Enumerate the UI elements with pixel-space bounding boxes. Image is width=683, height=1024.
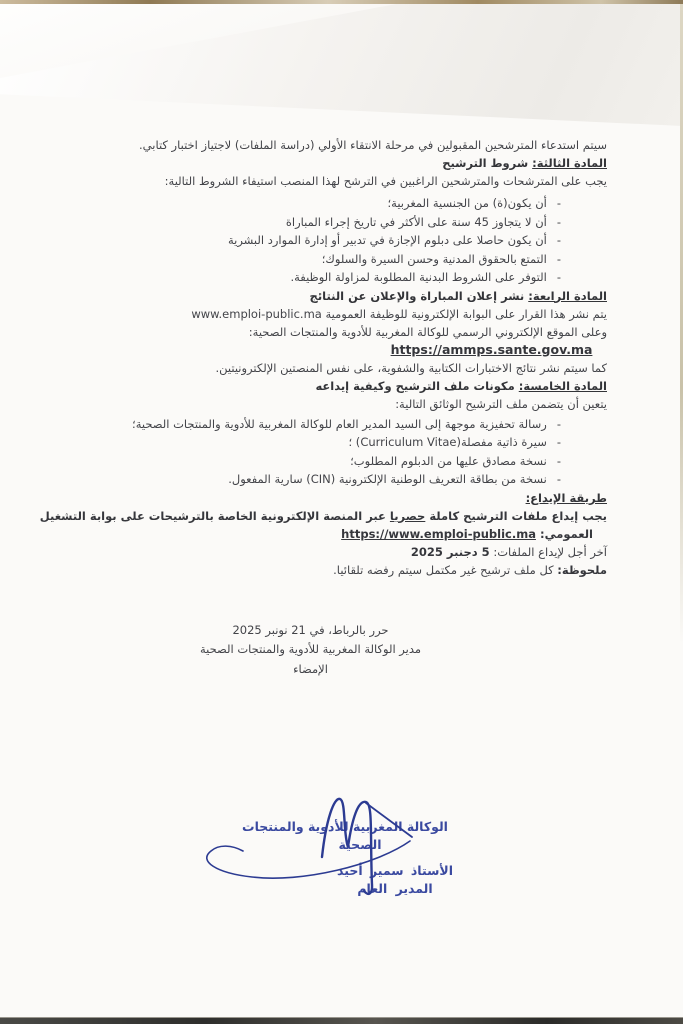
article-4-title: نشر إعلان المباراة والإعلان عن النتائج <box>309 288 529 303</box>
closing-signatory-title: مدير الوكالة المغربية للأدوية والمنتجات الصحية <box>199 642 422 656</box>
list-item: - أن يكون حاصلا على دبلوم الإجازة في تدبير أو إدارة الموارد البشرية <box>76 231 607 250</box>
article-4-line-3: كما سيتم نشر نتائج الاختبارات الكتابية والشفوية، على نفس المنصتين الإلكترونيتين. <box>215 360 607 375</box>
list-item: - أن لا يتجاوز 45 سنة على الأكثر في تاريخ إجراء المباراة <box>76 213 607 232</box>
bullet-dash: - <box>556 233 561 247</box>
article-4-line-1: يتم نشر هذا القرار على البوابة الإلكترونية للوظيفة العمومية www.emploi-public.ma <box>191 306 607 321</box>
closing-signature-label: الإمضاء <box>293 661 328 676</box>
deposit-line-2: العمومي: https://www.emploi-public.ma <box>341 526 593 541</box>
bullet-dash: - <box>556 251 561 266</box>
article-3-lead: يجب على المترشحات والمترشحين الراغبين في الترشح لهذا المنصب استيفاء الشروط التالية: <box>164 174 607 188</box>
article-3-label: المادة الثالثة: <box>532 156 607 170</box>
article-5-title: مكونات ملف الترشيح وكيفية إيداعه <box>315 378 519 393</box>
ammps-portal-url[interactable]: https://ammps.sante.gov.ma <box>390 341 593 357</box>
bullet-dash: - <box>556 416 561 431</box>
article-4-label: المادة الرابعة: <box>528 288 607 303</box>
emploi-public-portal-url[interactable]: https://www.emploi-public.ma <box>341 526 536 541</box>
closing-place-date: حرر بالرباط، في 21 نونبر 2025 <box>232 622 389 637</box>
list-item: - أن يكون(ة) من الجنسية المغربية؛ <box>76 194 607 213</box>
document-body <box>39 136 607 679</box>
note-line: ملحوظة: كل ملف ترشيح غير مكتمل سيتم رفضه تلقائيا. <box>333 562 607 577</box>
article-5-documents-list <box>76 415 607 489</box>
list-item: - سيرة ذاتية مفصلة(Curriculum Vitae) ؛ <box>76 433 607 452</box>
article-3-heading <box>76 154 607 172</box>
article-5-label: المادة الخامسة: <box>518 378 607 393</box>
article-5-lead: يتعين أن يتضمن ملف الترشيح الوثائق التالية: <box>395 396 607 411</box>
deadline-line: آخر أجل لإيداع الملفات: 5 دجنبر 2025 <box>410 544 607 559</box>
handwritten-signature <box>180 785 440 910</box>
bullet-dash: - <box>556 435 561 449</box>
bullet-dash: - <box>556 453 561 468</box>
list-item: - نسخة من بطاقة التعريف الوطنية الإلكترونية (CIN) سارية المفعول. <box>76 470 607 489</box>
stamp-director-name: الأستاذ سمير أحيد <box>337 863 453 878</box>
note-label: ملحوظة: <box>557 562 607 577</box>
bullet-dash: - <box>556 196 561 210</box>
scan-edge-bottom <box>0 1017 683 1024</box>
article-3-conditions-list <box>76 194 607 287</box>
list-item: - التوفر على الشروط البدنية المطلوبة لمزاولة الوظيفة. <box>76 268 607 287</box>
bullet-dash: - <box>556 214 561 229</box>
stamp-agency-line-2: الصحية <box>338 837 382 852</box>
article-4-heading <box>76 287 607 305</box>
stamp-agency-line-1: الوكالة المغربية للأدوية والمنتجات <box>242 819 448 834</box>
exclusively-emphasis: حصريا <box>389 508 426 523</box>
closing-block <box>45 621 576 680</box>
bullet-dash: - <box>556 472 561 486</box>
deposit-line-1: يجب إيداع ملفات الترشيح كاملة حصريا عبر المنصة الإلكترونية الخاصة بالترشيحات على بوابة التشغيل <box>39 508 607 523</box>
list-item: - رسالة تحفيزية موجهة إلى السيد المدير العام للوكالة المغربية للأدوية والمنتجات الصحية؛ <box>76 415 607 434</box>
list-item: - التمتع بالحقوق المدنية وحسن السيرة والسلوك؛ <box>76 250 607 269</box>
intro-paragraph: سيتم استدعاء المترشحين المقبولين في مرحلة الانتقاء الأولي (دراسة الملفات) لاجتياز اختبار كتابي. <box>139 138 607 152</box>
article-4-line-2: وعلى الموقع الإلكتروني الرسمي للوكالة المغربية للأدوية والمنتجات الصحية: <box>248 324 607 339</box>
deadline-date: 5 دجنبر 2025 <box>410 544 490 559</box>
emploi-public-url-inline: www.emploi-public.ma <box>191 306 322 321</box>
deposit-method-heading: طريقة الإيداع: <box>525 490 607 505</box>
stamp-director-title: المدير العام <box>357 881 433 896</box>
scan-edge-top <box>0 0 683 4</box>
list-item: - نسخة مصادق عليها من الدبلوم المطلوب؛ <box>76 452 607 471</box>
bullet-dash: - <box>556 270 561 284</box>
ammps-link-line <box>226 341 683 359</box>
article-5-heading <box>76 377 607 395</box>
article-3-title: شروط الترشيح <box>442 156 533 170</box>
